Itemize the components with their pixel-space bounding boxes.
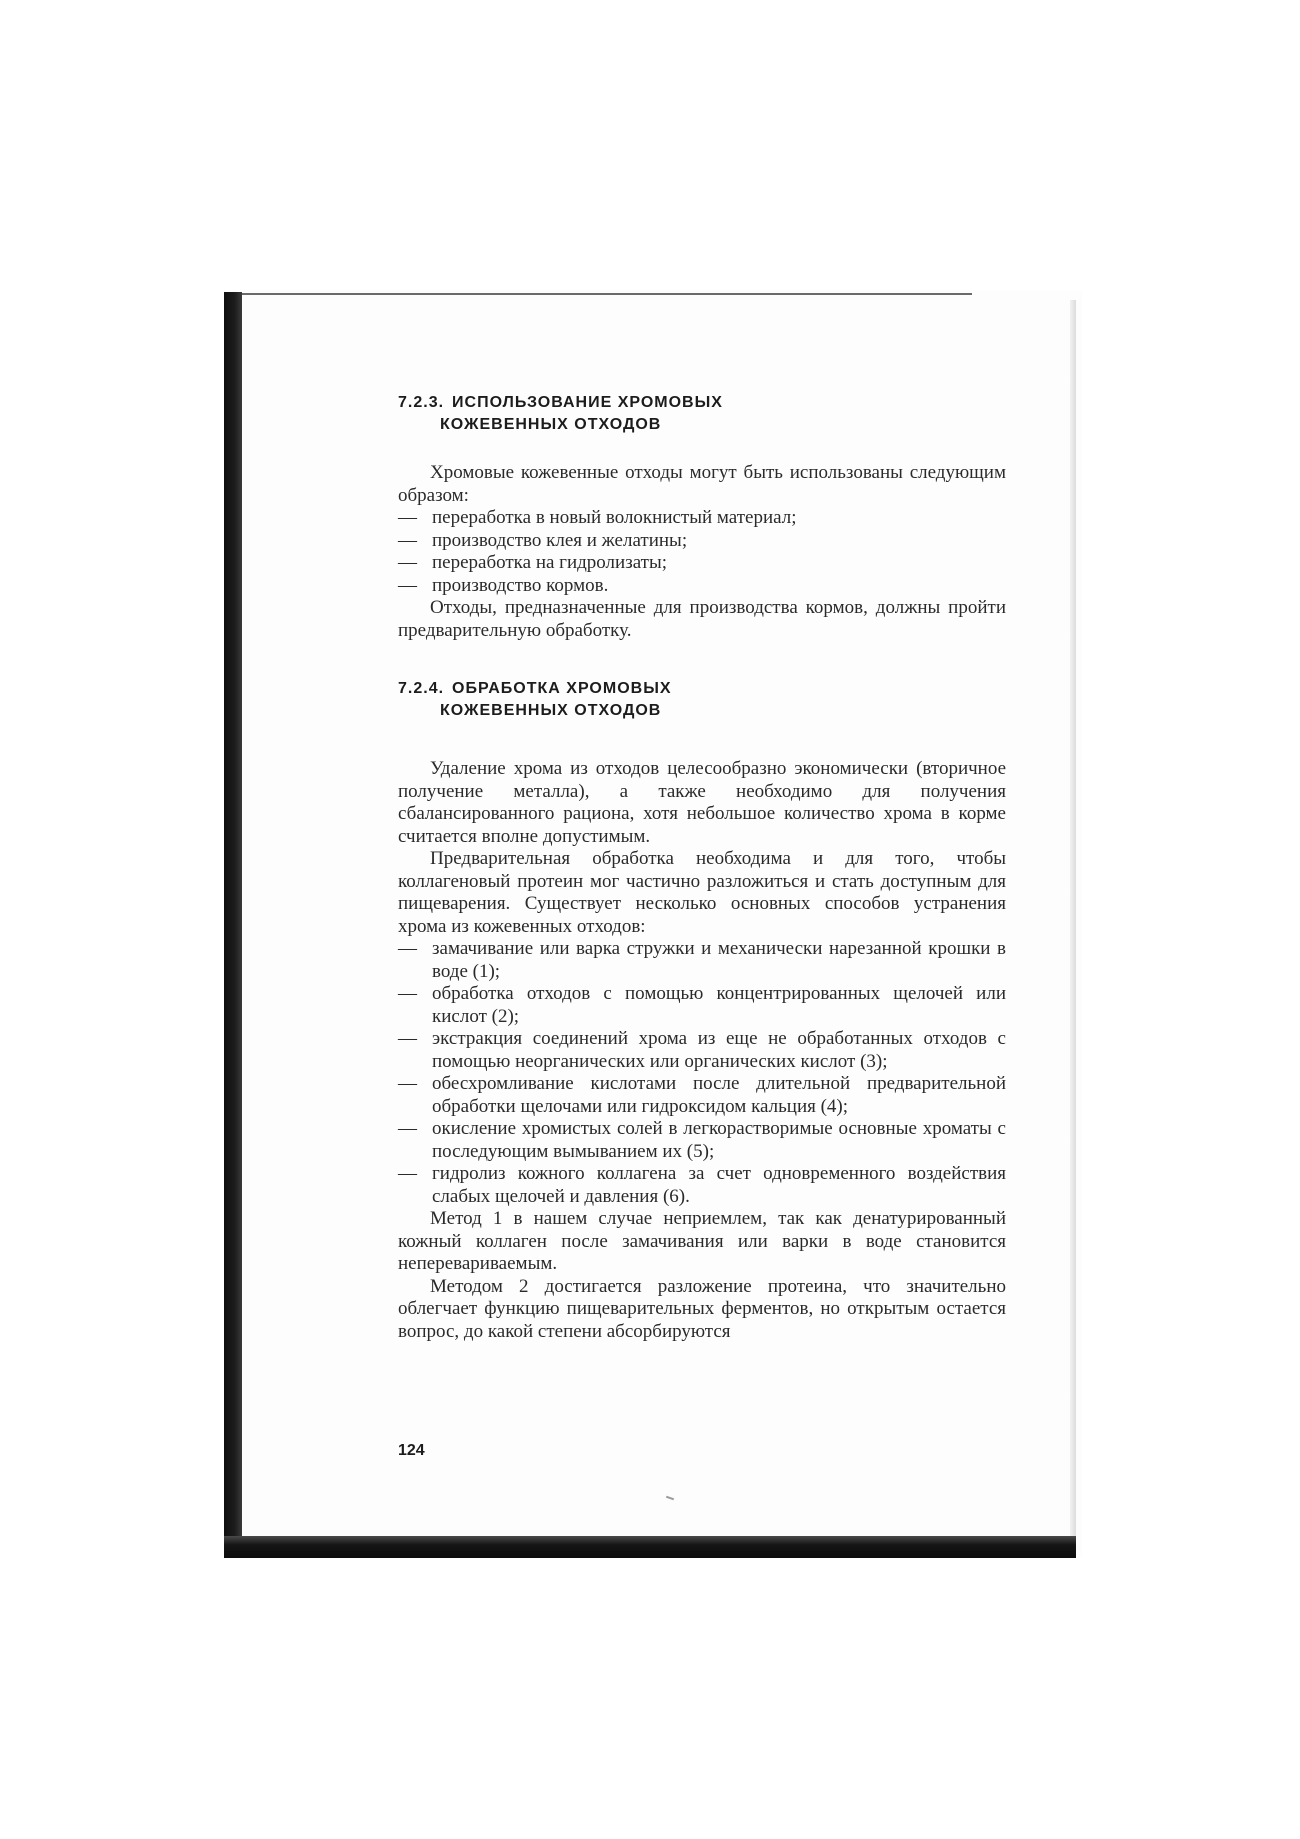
list-item: — переработка в новый волокнистый материал; — [398, 507, 1006, 530]
list-item: — обработка отходов с помощью концентрированных щелочей или кислот (2); — [398, 983, 1006, 1028]
paragraph-closing: Отходы, предназначенные для производства кормов, должны пройти предварительную обработку. — [398, 597, 1006, 641]
list-item: — экстракция соединений хрома из еще не обработанных отходов с помощью неорганических или органических кислот (3); — [398, 1028, 1006, 1073]
section-title-line1: ОБРАБОТКА ХРОМОВЫХ — [452, 680, 672, 697]
list-item: — окисление хромистых солей в легкорастворимые основные хроматы с последующим вымыванием их (5); — [398, 1118, 1006, 1163]
section-heading-7-2-4 — [398, 678, 1006, 722]
list-item: — обесхромливание кислотами после длительной предварительной обработки щелочами или гидроксидом кальция (4); — [398, 1073, 1006, 1118]
methods-list — [398, 938, 1006, 1208]
paragraph: Удаление хрома из отходов целесообразно экономически (вторичное получение металла), а также необходимо для получения сбалансированного рациона, хотя небольшое количество хрома в корме считается вполне допустимым. — [398, 758, 1006, 847]
page-edge-right — [1070, 300, 1076, 1540]
list-item: — производство клея и желатины; — [398, 530, 1006, 553]
list-item: — переработка на гидролизаты; — [398, 552, 1006, 575]
section-number: 7.2.4. — [398, 680, 445, 697]
paragraph: Методом 2 достигается разложение протеина, что значительно облегчает функцию пищеварительных ферментов, но открытым остается вопрос, до какой степени абсорбируются — [398, 1275, 1006, 1342]
paragraph-intro: Хромовые кожевенные отходы могут быть использованы следующим образом: — [398, 462, 1006, 506]
section-title-line2: КОЖЕВЕННЫХ ОТХОДОВ — [440, 702, 662, 719]
section-title-line2: КОЖЕВЕННЫХ ОТХОДОВ — [440, 416, 662, 433]
list-item: — замачивание или варка стружки и механически нарезанной крошки в воде (1); — [398, 938, 1006, 983]
page-edge-top — [242, 293, 972, 295]
list-item: — гидролиз кожного коллагена за счет одновременного воздействия слабых щелочей и давления (6). — [398, 1163, 1006, 1208]
section-heading-7-2-3 — [398, 392, 1006, 436]
paragraph: Предварительная обработка необходима и для того, чтобы коллагеновый протеин мог частично разложиться и стать доступным для пищеварения. Существует несколько основных способов устранения хрома из кожевенных отходов: — [398, 848, 1006, 937]
section-number: 7.2.3. — [398, 394, 445, 411]
section-title-line1: ИСПОЛЬЗОВАНИЕ ХРОМОВЫХ — [452, 394, 723, 411]
list-item: — производство кормов. — [398, 575, 1006, 598]
page-shadow-bottom — [224, 1536, 1076, 1558]
usage-list — [398, 507, 1006, 597]
page-content — [398, 392, 1006, 1343]
paragraph: Метод 1 в нашем случае неприемлем, так как денатурированный кожный коллаген после замачивания или варки в воде становится неперевариваемым. — [398, 1208, 1006, 1274]
page-shadow-left — [224, 292, 242, 1558]
page-number: 124 — [398, 1442, 425, 1459]
